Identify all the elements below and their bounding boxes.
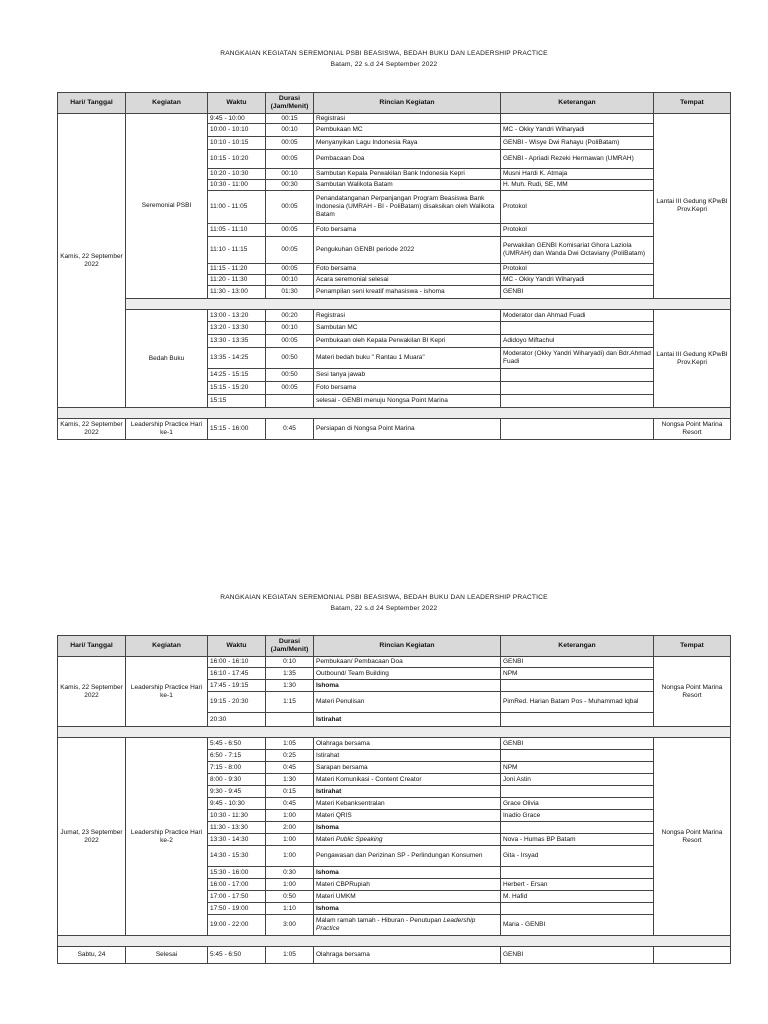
time-cell: 11:05 - 11:10	[208, 224, 266, 237]
header-activity: Kegiatan	[126, 93, 208, 114]
page2-subtitle: Batam, 22 s.d 24 September 2022	[330, 605, 438, 612]
note-cell	[501, 786, 654, 798]
time-cell: 20:30	[208, 713, 266, 727]
note-cell	[501, 369, 654, 382]
duration-cell: 00:05	[266, 191, 314, 224]
detail-cell	[314, 322, 501, 335]
detail-text: Pembukaan MC	[316, 126, 363, 133]
duration-cell: 00:10	[266, 169, 314, 180]
header-duration: Durasi (Jam/Menit)	[266, 636, 314, 657]
note-cell: MC - Okky Yandri Wiharyadi	[501, 124, 654, 137]
duration-cell: 0:25	[266, 750, 314, 762]
detail-text: Pembacaan Doa	[316, 155, 365, 162]
detail-text: Pengawasan dan Perizinan SP - Perlindungan Konsumen	[316, 852, 483, 859]
detail-text: Foto bersama	[316, 265, 357, 272]
place-cell: Nongsa Point Marina Resort	[654, 419, 731, 440]
duration-cell: 00:05	[266, 382, 314, 395]
detail-cell	[314, 786, 501, 798]
duration-cell: 0:10	[266, 657, 314, 668]
detail-text: Registrasi	[316, 311, 345, 319]
table-header-row	[58, 93, 731, 114]
detail-cell	[314, 335, 501, 348]
detail-cell	[314, 114, 501, 124]
detail-text: Istirahat	[316, 787, 342, 795]
note-cell	[501, 750, 654, 762]
time-cell: 14:25 - 15:15	[208, 369, 266, 382]
activity-cell: Selesai	[126, 947, 208, 964]
note-cell	[501, 680, 654, 692]
detail-cell	[314, 680, 501, 692]
table-header-row	[58, 636, 731, 657]
duration-cell: 0:45	[266, 762, 314, 774]
detail-cell	[314, 180, 501, 191]
detail-cell	[314, 846, 501, 867]
note-cell: GENBI	[501, 738, 654, 750]
detail-cell	[314, 150, 501, 169]
detail-text: Sesi tanya jawab	[316, 371, 366, 378]
time-cell: 16:00 - 17:00	[208, 879, 266, 891]
duration-cell: 00:50	[266, 348, 314, 369]
detail-cell	[314, 169, 501, 180]
detail-text: Materi Penulisan	[316, 698, 365, 705]
detail-cell	[314, 692, 501, 713]
duration-cell: 00:30	[266, 180, 314, 191]
detail-text: Materi UMKM	[316, 892, 356, 900]
detail-text: Ishoma	[316, 868, 339, 876]
detail-cell	[314, 264, 501, 275]
detail-text: Registrasi	[316, 114, 345, 122]
detail-cell	[314, 191, 501, 224]
duration-cell	[266, 713, 314, 727]
note-cell	[501, 867, 654, 879]
detail-cell	[314, 903, 501, 915]
duration-cell: 01:30	[266, 286, 314, 299]
separator-cell	[58, 408, 731, 419]
note-cell	[501, 822, 654, 834]
detail-cell	[314, 762, 501, 774]
duration-cell: 0:30	[266, 867, 314, 879]
detail-text: Sambutan Walikota Batam	[316, 181, 393, 188]
note-cell	[501, 713, 654, 727]
time-cell: 11:00 - 11:05	[208, 191, 266, 224]
detail-cell	[314, 369, 501, 382]
duration-cell: 0:15	[266, 786, 314, 798]
header-place: Tempat	[654, 93, 731, 114]
duration-cell: 1:05	[266, 947, 314, 964]
time-cell: 15:15	[208, 395, 266, 408]
detail-text: Pembukaan/ Pembacaan Doa	[316, 658, 403, 665]
note-cell	[501, 395, 654, 408]
table-row	[58, 657, 731, 668]
header-day: Hari/ Tanggal	[58, 93, 126, 114]
time-cell: 13:30 - 13:35	[208, 335, 266, 348]
time-cell: 16:00 - 16:10	[208, 657, 266, 668]
note-cell: PimRed. Harian Batam Pos - Muhammad Iqbal	[501, 692, 654, 713]
duration-cell: 0:50	[266, 891, 314, 903]
detail-cell	[314, 275, 501, 286]
detail-cell	[314, 891, 501, 903]
note-cell	[501, 114, 654, 124]
time-cell: 17:00 - 17:50	[208, 891, 266, 903]
duration-cell: 00:05	[266, 335, 314, 348]
detail-text: Pengukuhan GENBI periode 2022	[316, 246, 415, 253]
detail-text: Acara seremonial selesai	[316, 276, 389, 283]
separator-row	[58, 727, 731, 738]
time-cell: 10:00 - 10:10	[208, 124, 266, 137]
duration-cell: 1:00	[266, 846, 314, 867]
detail-cell	[314, 124, 501, 137]
detail-text: Sarapan bersama	[316, 763, 368, 771]
note-cell	[501, 382, 654, 395]
header-detail: Rincian Kegiatan	[314, 636, 501, 657]
time-cell: 15:15 - 15:20	[208, 382, 266, 395]
detail-text: Malam ramah tamah - Hiburan - Penutupan	[316, 917, 444, 924]
time-cell: 16:10 - 17:45	[208, 668, 266, 680]
duration-cell: 3:00	[266, 915, 314, 936]
detail-cell	[314, 348, 501, 369]
header-duration: Durasi (Jam/Menit)	[266, 93, 314, 114]
detail-text: Materi CBPRupiah	[316, 880, 370, 888]
duration-cell: 1:05	[266, 738, 314, 750]
note-cell: Moderator (Okky Yandri Wiharyadi) dan Bdr.Ahmad Fuadi	[501, 348, 654, 369]
time-cell: 11:30 - 13:00	[208, 286, 266, 299]
separator-row	[58, 299, 731, 310]
header-time: Waktu	[208, 636, 266, 657]
detail-text: Pembukaan oleh Kepala Perwakilan BI Kepri	[316, 337, 446, 344]
note-cell: Musni Hardi K. Atmaja	[501, 169, 654, 180]
detail-cell	[314, 310, 501, 322]
detail-cell	[314, 738, 501, 750]
note-cell: GENBI - Wisye Dwi Rahayu (PoliBatam)	[501, 137, 654, 150]
header-day: Hari/ Tanggal	[58, 636, 126, 657]
table-row	[58, 310, 731, 322]
note-cell: GENBI	[501, 286, 654, 299]
table-row	[58, 419, 731, 440]
note-cell: Perwakilan GENBI Komisariat Ghora Laziola (UMRAH) dan Wanda Dwi Octaviany (PoliBatam)	[501, 237, 654, 264]
place-cell: Lantai III Gedung KPwBI Prov.Kepri	[654, 114, 731, 299]
detail-cell: Olahraga bersama	[314, 947, 501, 964]
time-cell: 17:45 - 19:15	[208, 680, 266, 692]
detail-text: Materi QRIS	[316, 811, 352, 819]
detail-text: Istirahat	[316, 715, 342, 723]
duration-cell: 1:00	[266, 834, 314, 846]
day-cell: Jumat, 23 September 2022	[58, 738, 126, 936]
time-cell: 13:35 - 14:25	[208, 348, 266, 369]
place-cell: Nongsa Point Marina Resort	[654, 657, 731, 727]
note-cell	[501, 322, 654, 335]
note-cell: Inadio Grace	[501, 810, 654, 822]
detail-cell	[314, 915, 501, 936]
detail-cell	[314, 657, 501, 668]
detail-cell	[314, 798, 501, 810]
note-cell: MC - Okky Yandri Wiharyadi	[501, 275, 654, 286]
time-cell: 15:15 - 16:00	[208, 419, 266, 440]
duration-cell: 1:30	[266, 774, 314, 786]
day-cell: Sabtu, 24	[58, 947, 126, 964]
time-cell: 11:20 - 11:30	[208, 275, 266, 286]
time-cell: 5:45 - 6:50	[208, 738, 266, 750]
duration-cell: 1:00	[266, 879, 314, 891]
page2-title: RANGKAIAN KEGIATAN SEREMONIAL PSBI BEASISWA, BEDAH BUKU DAN LEADERSHIP PRACTICE	[220, 594, 548, 601]
schedule-table-2	[57, 635, 731, 964]
time-cell: 9:30 - 9:45	[208, 786, 266, 798]
note-cell: Gita - Irsyad	[501, 846, 654, 867]
duration-cell: 00:10	[266, 275, 314, 286]
detail-text: Sambutan MC	[316, 324, 358, 331]
detail-cell	[314, 879, 501, 891]
note-cell	[501, 903, 654, 915]
separator-row	[58, 936, 731, 947]
duration-cell: 00:05	[266, 264, 314, 275]
detail-cell	[314, 237, 501, 264]
duration-cell: 0:45	[266, 798, 314, 810]
header-note: Keterangan	[501, 93, 654, 114]
separator-cell	[58, 936, 731, 947]
page1-title: RANGKAIAN KEGIATAN SEREMONIAL PSBI BEASISWA, BEDAH BUKU DAN LEADERSHIP PRACTICE	[220, 50, 548, 57]
time-cell: 6:50 - 7:15	[208, 750, 266, 762]
time-cell: 9:45 - 10:00	[208, 114, 266, 124]
detail-text: Materi Kebanksentralan	[316, 799, 385, 807]
header-place: Tempat	[654, 636, 731, 657]
detail-text: Materi Komunikasi - Content Creator	[316, 775, 422, 783]
time-cell: 9:45 - 10:30	[208, 798, 266, 810]
time-cell: 10:15 - 10:20	[208, 150, 266, 169]
duration-cell: 1:35	[266, 668, 314, 680]
note-cell: Protokol	[501, 224, 654, 237]
place-cell: Nongsa Point Marina Resort	[654, 738, 731, 936]
table-row	[58, 947, 731, 964]
duration-cell: 1:30	[266, 680, 314, 692]
schedule-table-1	[57, 92, 731, 440]
time-cell: 13:20 - 13:30	[208, 322, 266, 335]
activity-cell: Seremonial PSBI	[126, 114, 208, 299]
detail-cell	[314, 395, 501, 408]
detail-cell	[314, 867, 501, 879]
activity-cell: Bedah Buku	[126, 310, 208, 408]
note-cell: Protokol	[501, 191, 654, 224]
detail-text: Penampilan seni kreatif mahasiswa - ishoma	[316, 288, 445, 295]
detail-italic-text: Leadership Practice	[316, 917, 476, 932]
detail-cell	[314, 810, 501, 822]
duration-cell: 00:50	[266, 369, 314, 382]
detail-cell	[314, 137, 501, 150]
place-cell	[654, 947, 731, 964]
duration-cell: 1:15	[266, 692, 314, 713]
note-cell: Moderator dan Ahmad Fuadi	[501, 310, 654, 322]
detail-cell	[314, 822, 501, 834]
duration-cell: 00:10	[266, 322, 314, 335]
activity-cell: Leadership Practice Hari ke-1	[126, 657, 208, 727]
note-cell: Protokol	[501, 264, 654, 275]
day-cell: Kamis, 22 September 2022	[58, 114, 126, 408]
note-cell: NPM	[501, 762, 654, 774]
detail-cell	[314, 774, 501, 786]
note-cell: M. Hafid	[501, 891, 654, 903]
note-cell: Grace Olivia	[501, 798, 654, 810]
detail-cell	[314, 834, 501, 846]
duration-cell: 0:45	[266, 419, 314, 440]
time-cell: 15:30 - 16:00	[208, 867, 266, 879]
detail-text: Istirahat	[316, 751, 340, 759]
activity-cell: Leadership Practice Hari ke-1	[126, 419, 208, 440]
separator-cell	[58, 727, 731, 738]
duration-cell: 00:05	[266, 137, 314, 150]
duration-cell: 00:15	[266, 114, 314, 124]
activity-cell: Leadership Practice Hari ke-2	[126, 738, 208, 936]
duration-cell: 1:00	[266, 810, 314, 822]
note-cell: H. Muh. Rudi, SE, MM	[501, 180, 654, 191]
time-cell: 8:00 - 9:30	[208, 774, 266, 786]
duration-cell: 00:10	[266, 124, 314, 137]
time-cell: 11:15 - 11:20	[208, 264, 266, 275]
note-cell: Adidoyo Miftachul	[501, 335, 654, 348]
time-cell: 19:15 - 20:30	[208, 692, 266, 713]
table-row	[58, 114, 731, 124]
detail-text: Penandatanganan Perpanjangan Program Beasiswa Bank Indonesia (UMRAH - BI - PoliBatam) disaksikan oleh Walikota Batam	[316, 195, 495, 218]
detail-text: Ishoma	[316, 904, 339, 912]
time-cell: 19:00 - 22:00	[208, 915, 266, 936]
day-cell: Kamis, 22 September 2022	[58, 657, 126, 727]
detail-text: Ishoma	[316, 823, 339, 831]
detail-cell	[314, 750, 501, 762]
detail-text: Materi	[316, 835, 336, 843]
time-cell: 13:00 - 13:20	[208, 310, 266, 322]
time-cell: 7:15 - 8:00	[208, 762, 266, 774]
duration-cell	[266, 395, 314, 408]
day-cell: Kamis, 22 September 2022	[58, 419, 126, 440]
time-cell: 13:30 - 14:30	[208, 834, 266, 846]
note-cell: GENBI - Apriadi Rezeki Hermawan (UMRAH)	[501, 150, 654, 169]
detail-cell	[314, 668, 501, 680]
detail-text: Materi bedah buku " Rantau 1 Muara"	[316, 354, 425, 361]
note-cell	[501, 419, 654, 440]
detail-cell	[314, 286, 501, 299]
place-cell: Lantai III Gedung KPwBI Prov.Kepri	[654, 310, 731, 408]
time-cell: 10:30 - 11:30	[208, 810, 266, 822]
time-cell: 5:45 - 6:50	[208, 947, 266, 964]
duration-cell: 00:05	[266, 150, 314, 169]
duration-cell: 00:20	[266, 310, 314, 322]
duration-cell: 00:05	[266, 224, 314, 237]
time-cell: 10:10 - 10:15	[208, 137, 266, 150]
note-cell: Joni Astin	[501, 774, 654, 786]
header-time: Waktu	[208, 93, 266, 114]
time-cell: 10:20 - 10:30	[208, 169, 266, 180]
detail-cell	[314, 382, 501, 395]
duration-cell: 2:00	[266, 822, 314, 834]
duration-cell: 00:05	[266, 237, 314, 264]
time-cell: 17:50 - 19:00	[208, 903, 266, 915]
detail-text: Outbound/ Team Building	[316, 669, 389, 677]
note-cell: GENBI	[501, 657, 654, 668]
detail-text: selesai - GENBI menuju Nongsa Point Marina	[316, 397, 448, 404]
separator-cell	[126, 299, 731, 310]
time-cell: 11:30 - 13:30	[208, 822, 266, 834]
table-row	[58, 738, 731, 750]
time-cell: 14:30 - 15:30	[208, 846, 266, 867]
detail-text: Foto bersama	[316, 226, 357, 233]
note-cell: Nova - Humas BP Batam	[501, 834, 654, 846]
time-cell: 10:30 - 11:00	[208, 180, 266, 191]
duration-cell: 1:10	[266, 903, 314, 915]
detail-text: Foto bersama	[316, 384, 357, 391]
note-cell: Maria - GENBI	[501, 915, 654, 936]
detail-cell: Persiapan di Nongsa Point Marina	[314, 419, 501, 440]
detail-italic-text: Public Speaking	[335, 835, 383, 843]
detail-cell	[314, 224, 501, 237]
note-cell: Herbert - Ersan	[501, 879, 654, 891]
header-activity: Kegiatan	[126, 636, 208, 657]
detail-text: Menyanyikan Lagu Indonesia Raya	[316, 139, 418, 146]
detail-text: Ishoma	[316, 681, 339, 689]
detail-text: Olahraga bersama	[316, 739, 370, 747]
note-cell: NPM	[501, 668, 654, 680]
header-detail: Rincian Kegiatan	[314, 93, 501, 114]
page1-subtitle: Batam, 22 s.d 24 September 2022	[330, 61, 438, 68]
note-cell: GENBI	[501, 947, 654, 964]
time-cell: 11:10 - 11:15	[208, 237, 266, 264]
separator-row	[58, 408, 731, 419]
header-note: Keterangan	[501, 636, 654, 657]
detail-text: Sambutan Kepala Perwakilan Bank Indonesia Kepri	[316, 170, 465, 177]
detail-cell	[314, 713, 501, 727]
